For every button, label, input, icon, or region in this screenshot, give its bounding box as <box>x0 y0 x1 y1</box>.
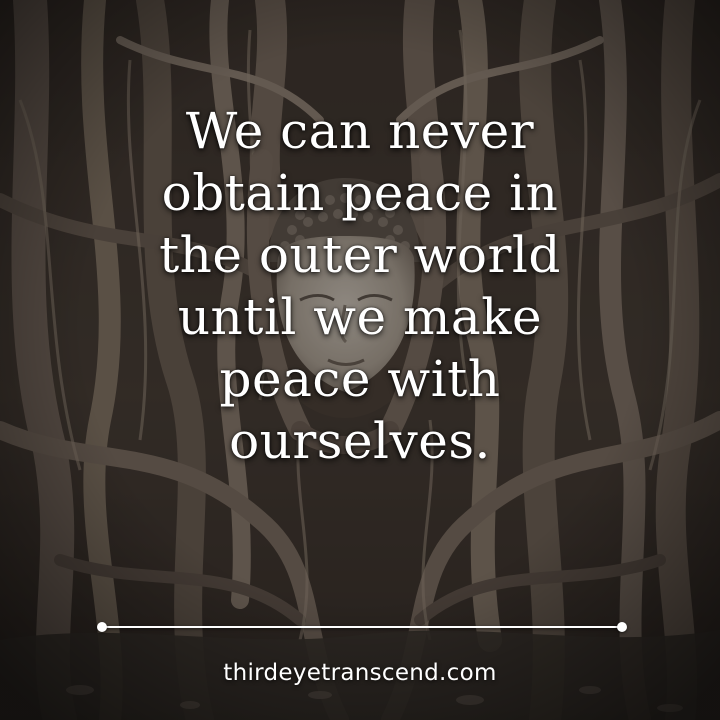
quote-line: peace with <box>219 350 501 408</box>
quote-line: until we make <box>177 288 543 346</box>
quote-line: the outer world <box>159 226 561 284</box>
divider-bar <box>101 626 623 628</box>
quote-line: obtain peace in <box>161 164 559 222</box>
quote-line: We can never <box>185 102 535 160</box>
website-url: thirdeyetranscend.com <box>223 660 497 686</box>
divider-dot-right <box>617 622 627 632</box>
divider-line <box>97 622 627 632</box>
quote-text <box>40 100 680 472</box>
quote-line: ourselves. <box>229 412 491 470</box>
divider-dot-left <box>97 622 107 632</box>
